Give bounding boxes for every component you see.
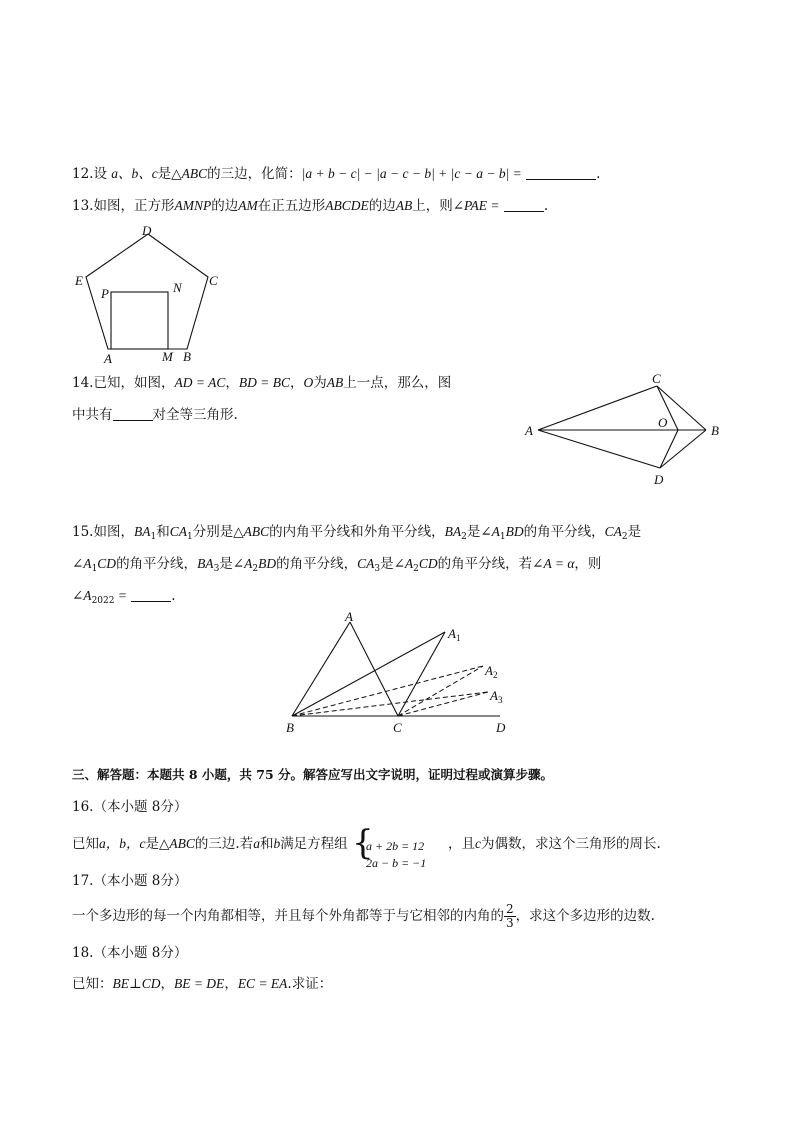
question-17: 一个多边形的每一个内角都相等，并且每个外角都等于与它相邻的内角的 $\frac{2}{3}$ ，求这个多边形的边数. (72, 902, 655, 930)
label-M: M (162, 349, 173, 364)
label-A3: $A_3$ (490, 688, 503, 705)
label-C: C (209, 273, 218, 288)
q12-expression: |a + b − c| − |a − c − b| + |c − a − b| = (301, 166, 522, 181)
question-16-header: 16.（本小题 8分） (72, 799, 188, 815)
label-C: C (393, 720, 402, 735)
q15-answer-blank[interactable] (131, 587, 171, 602)
label-A: A (525, 423, 533, 438)
equation-system: { a + 2b = 12 2a − b = −1 (351, 822, 427, 870)
kite-figure (520, 368, 730, 490)
label-D: D (496, 720, 506, 735)
label-A2: $A_2$ (485, 663, 498, 680)
pentagon-square-figure (70, 222, 230, 367)
label-E: E (75, 273, 83, 288)
label-O: O (658, 415, 668, 430)
q13-answer-blank[interactable] (504, 197, 544, 212)
label-D: D (142, 223, 152, 238)
label-B: B (286, 720, 294, 735)
question-12: 12.设 a、b、c是△ABC的三边，化简：|a + b − c| − |a − c − b| + |c − a − b| = . (72, 166, 601, 182)
question-18: 已知：BE⊥CD，BE = DE，EC = EA.求证： (72, 976, 333, 992)
section-3-title: 三、解答题：本题共 8 小题，共 75 分。解答应写出文字说明，证明过程或演算步骤。 (72, 767, 554, 782)
label-D: D (654, 472, 664, 487)
q14-answer-blank[interactable] (113, 406, 153, 421)
question-14-line2: 中共有 对全等三角形. (72, 407, 238, 423)
square-shape (111, 292, 168, 349)
question-15-line2: $\angle A_1CD$的角平分线，$BA_3$是$\angle A_2BD$的角平分线，$CA_3$是$\angle A_2CD$的角平分线，若∠A = α，则 (72, 556, 602, 574)
question-17-header: 17.（本小题 8分） (72, 873, 188, 889)
label-B: B (183, 349, 191, 364)
label-P: P (101, 286, 109, 301)
question-15: 15.如图，$BA_1$和$CA_1$分别是△ABC的内角平分线和外角平分线，$BA_2$是$\angle A_1BD$的角平分线，$CA_2$是 (72, 524, 642, 542)
question-15-line3: $\angle A_{2022}$ = . (72, 588, 176, 606)
angle-bisector-figure (280, 608, 520, 738)
question-14: 14.已知，如图，AD = AC，BD = BC，O为AB上一点，那么，图 (72, 375, 452, 391)
fraction: $\frac{2}{3}$ (506, 902, 514, 930)
label-A: A (104, 351, 112, 366)
question-16: 已知a，b，c是△ABC的三边.若a和b满足方程组 { a + 2b = 12 2a − b = −1 ，且c为偶数，求这个三角形的周长. (72, 822, 661, 870)
question-18-header: 18.（本小题 8分） (72, 945, 188, 961)
label-A: A (345, 609, 353, 624)
label-A1: $A_1$ (448, 626, 461, 643)
q12-answer-blank[interactable] (526, 165, 596, 180)
label-N: N (173, 280, 182, 295)
label-C: C (652, 371, 661, 386)
question-13: 13.如图，正方形AMNP的边AM在正五边形ABCDE的边AB上，则∠PAE = . (72, 198, 549, 214)
label-B: B (711, 423, 719, 438)
